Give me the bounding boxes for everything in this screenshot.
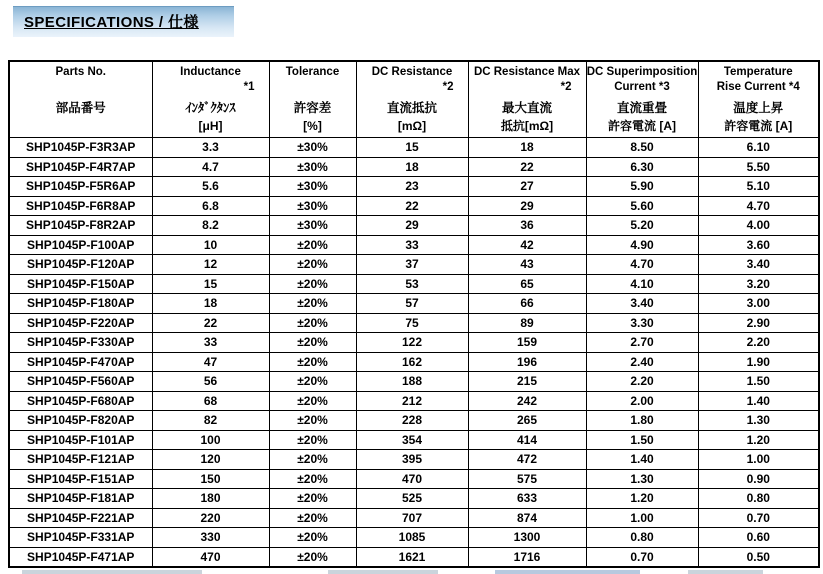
- table-row: [9, 157, 819, 177]
- table-row: [9, 138, 819, 158]
- cell-tolerance: ±30%: [269, 177, 356, 197]
- header-line: DC Resistance: [371, 66, 453, 78]
- header-line: [%]: [303, 119, 322, 133]
- table-row: [9, 489, 819, 509]
- cell-temperature-rise-current: 1.20: [698, 430, 819, 450]
- cell-temperature-rise-current: 0.50: [698, 547, 819, 567]
- cell-parts-no: SHP1045P-F560AP: [9, 372, 152, 392]
- cell-inductance: 180: [152, 489, 269, 509]
- cell-tolerance: ±30%: [269, 138, 356, 158]
- cell-tolerance: ±20%: [269, 489, 356, 509]
- cell-inductance: 3.3: [152, 138, 269, 158]
- cell-inductance: 22: [152, 313, 269, 333]
- cell-dc-superimposition-current: 4.10: [586, 274, 698, 294]
- clipped-text-fragment: [328, 570, 438, 574]
- cell-parts-no: SHP1045P-F6R8AP: [9, 196, 152, 216]
- cell-parts-no: SHP1045P-F3R3AP: [9, 138, 152, 158]
- cell-dc-resistance: 188: [356, 372, 468, 392]
- cell-temperature-rise-current: 5.10: [698, 177, 819, 197]
- cell-temperature-rise-current: 6.10: [698, 138, 819, 158]
- cell-inductance: 6.8: [152, 196, 269, 216]
- cell-dc-resistance-max: 89: [468, 313, 586, 333]
- cell-parts-no: SHP1045P-F220AP: [9, 313, 152, 333]
- cell-inductance: 56: [152, 372, 269, 392]
- cell-parts-no: SHP1045P-F151AP: [9, 469, 152, 489]
- cell-dc-superimposition-current: 5.90: [586, 177, 698, 197]
- header-line: Current *3: [614, 81, 670, 93]
- cell-temperature-rise-current: 2.90: [698, 313, 819, 333]
- header-line: 抵抗[mΩ]: [500, 119, 554, 133]
- cell-dc-resistance: 1621: [356, 547, 468, 567]
- cell-parts-no: SHP1045P-F820AP: [9, 411, 152, 431]
- table-row: [9, 196, 819, 216]
- cell-dc-superimposition-current: 4.70: [586, 255, 698, 275]
- cell-dc-resistance-max: 874: [468, 508, 586, 528]
- cell-temperature-rise-current: 3.20: [698, 274, 819, 294]
- cell-tolerance: ±20%: [269, 391, 356, 411]
- cell-inductance: 82: [152, 411, 269, 431]
- header-line: 直流抵抗: [386, 100, 437, 115]
- header-line: *2: [560, 81, 572, 93]
- header-line: 温度上昇: [733, 100, 784, 115]
- cell-tolerance: ±20%: [269, 547, 356, 567]
- cell-dc-resistance: 23: [356, 177, 468, 197]
- cell-parts-no: SHP1045P-F5R6AP: [9, 177, 152, 197]
- cell-dc-resistance-max: 414: [468, 430, 586, 450]
- cell-parts-no: SHP1045P-F471AP: [9, 547, 152, 567]
- cell-dc-resistance: 162: [356, 352, 468, 372]
- cell-dc-resistance-max: 66: [468, 294, 586, 314]
- cell-temperature-rise-current: 0.70: [698, 508, 819, 528]
- cell-temperature-rise-current: 2.20: [698, 333, 819, 353]
- cell-inductance: 10: [152, 235, 269, 255]
- table-row: [9, 391, 819, 411]
- cell-dc-superimposition-current: 6.30: [586, 157, 698, 177]
- cell-dc-resistance-max: 196: [468, 352, 586, 372]
- table-row: [9, 469, 819, 489]
- cell-dc-resistance: 57: [356, 294, 468, 314]
- table-row: [9, 313, 819, 333]
- col-header-dc-resistance-max: [468, 61, 586, 138]
- cell-dc-resistance-max: 242: [468, 391, 586, 411]
- header-line: Inductance: [180, 66, 241, 78]
- cell-dc-resistance: 75: [356, 313, 468, 333]
- col-header-temperature-rise-current: [698, 61, 819, 138]
- header-line: 許容電流 [A]: [608, 119, 676, 133]
- cell-tolerance: ±20%: [269, 235, 356, 255]
- cell-dc-resistance-max: 215: [468, 372, 586, 392]
- cell-dc-resistance-max: 27: [468, 177, 586, 197]
- header-line: 許容差: [293, 100, 332, 115]
- cell-parts-no: SHP1045P-F120AP: [9, 255, 152, 275]
- cell-dc-resistance-max: 42: [468, 235, 586, 255]
- col-header-dc-superimposition-current: [586, 61, 698, 138]
- cell-parts-no: SHP1045P-F150AP: [9, 274, 152, 294]
- cell-tolerance: ±20%: [269, 372, 356, 392]
- table-row: [9, 372, 819, 392]
- table-row: [9, 216, 819, 236]
- cell-inductance: 100: [152, 430, 269, 450]
- cell-dc-resistance: 53: [356, 274, 468, 294]
- cell-dc-superimposition-current: 5.60: [586, 196, 698, 216]
- cell-inductance: 5.6: [152, 177, 269, 197]
- cell-inductance: 8.2: [152, 216, 269, 236]
- cell-dc-superimposition-current: 1.20: [586, 489, 698, 509]
- table-body: [9, 138, 819, 568]
- cell-temperature-rise-current: 3.00: [698, 294, 819, 314]
- cell-temperature-rise-current: 3.60: [698, 235, 819, 255]
- cell-tolerance: ±20%: [269, 469, 356, 489]
- header-line: Parts No.: [55, 66, 106, 78]
- cell-dc-resistance-max: 159: [468, 333, 586, 353]
- cell-inductance: 4.7: [152, 157, 269, 177]
- cell-dc-resistance: 33: [356, 235, 468, 255]
- cell-dc-superimposition-current: 1.50: [586, 430, 698, 450]
- header-line: [10, 120, 152, 135]
- cell-dc-resistance: 37: [356, 255, 468, 275]
- cell-dc-resistance-max: 1300: [468, 528, 586, 548]
- cell-tolerance: ±20%: [269, 508, 356, 528]
- specifications-table: [8, 60, 820, 568]
- header-line: [10, 80, 152, 96]
- cell-dc-resistance: 18: [356, 157, 468, 177]
- table-row: [9, 255, 819, 275]
- cell-parts-no: SHP1045P-F121AP: [9, 450, 152, 470]
- cell-tolerance: ±30%: [269, 157, 356, 177]
- table-row: [9, 508, 819, 528]
- cell-dc-superimposition-current: 2.40: [586, 352, 698, 372]
- table-header-row: [9, 61, 819, 138]
- cell-dc-superimposition-current: 2.00: [586, 391, 698, 411]
- cell-tolerance: ±20%: [269, 528, 356, 548]
- cell-dc-resistance: 22: [356, 196, 468, 216]
- cell-dc-superimposition-current: 1.30: [586, 469, 698, 489]
- cell-dc-resistance-max: 1716: [468, 547, 586, 567]
- cell-tolerance: ±20%: [269, 255, 356, 275]
- table-row: [9, 235, 819, 255]
- cell-tolerance: ±20%: [269, 411, 356, 431]
- cell-temperature-rise-current: 0.60: [698, 528, 819, 548]
- cell-dc-resistance-max: 18: [468, 138, 586, 158]
- cell-parts-no: SHP1045P-F100AP: [9, 235, 152, 255]
- cell-inductance: 220: [152, 508, 269, 528]
- col-header-inductance: [152, 61, 269, 138]
- cell-tolerance: ±30%: [269, 196, 356, 216]
- cell-inductance: 15: [152, 274, 269, 294]
- header-line: ｲﾝﾀﾞｸﾀﾝｽ: [185, 100, 236, 115]
- cell-temperature-rise-current: 0.80: [698, 489, 819, 509]
- cell-dc-resistance: 707: [356, 508, 468, 528]
- table-row: [9, 177, 819, 197]
- cell-inductance: 120: [152, 450, 269, 470]
- cell-dc-resistance-max: 633: [468, 489, 586, 509]
- clipped-text-fragment: [22, 570, 202, 574]
- cell-dc-superimposition-current: 1.00: [586, 508, 698, 528]
- cell-inductance: 18: [152, 294, 269, 314]
- header-line: Tolerance: [285, 66, 340, 78]
- cell-dc-resistance-max: 65: [468, 274, 586, 294]
- cell-parts-no: SHP1045P-F181AP: [9, 489, 152, 509]
- table-row: [9, 333, 819, 353]
- cell-dc-resistance-max: 29: [468, 196, 586, 216]
- cell-dc-resistance: 525: [356, 489, 468, 509]
- cell-temperature-rise-current: 3.40: [698, 255, 819, 275]
- header-line: [μH]: [198, 119, 223, 133]
- section-title-bar: [13, 6, 234, 37]
- cell-dc-resistance: 470: [356, 469, 468, 489]
- cell-dc-resistance: 15: [356, 138, 468, 158]
- cell-tolerance: ±20%: [269, 450, 356, 470]
- cell-temperature-rise-current: 5.50: [698, 157, 819, 177]
- cell-dc-superimposition-current: 2.70: [586, 333, 698, 353]
- cell-inductance: 12: [152, 255, 269, 275]
- cell-tolerance: ±20%: [269, 274, 356, 294]
- table-row: [9, 352, 819, 372]
- header-line: [270, 80, 356, 96]
- header-line: Rise Current *4: [716, 81, 800, 93]
- cell-parts-no: SHP1045P-F8R2AP: [9, 216, 152, 236]
- cell-temperature-rise-current: 4.00: [698, 216, 819, 236]
- cell-parts-no: SHP1045P-F180AP: [9, 294, 152, 314]
- cell-temperature-rise-current: 1.00: [698, 450, 819, 470]
- header-line: 最大直流: [501, 100, 552, 115]
- cell-inductance: 47: [152, 352, 269, 372]
- cell-parts-no: SHP1045P-F330AP: [9, 333, 152, 353]
- cell-dc-superimposition-current: 5.20: [586, 216, 698, 236]
- cell-temperature-rise-current: 0.90: [698, 469, 819, 489]
- cell-parts-no: SHP1045P-F221AP: [9, 508, 152, 528]
- cell-tolerance: ±20%: [269, 333, 356, 353]
- table-row: [9, 450, 819, 470]
- cell-temperature-rise-current: 1.90: [698, 352, 819, 372]
- table-row: [9, 547, 819, 567]
- header-line: 許容電流 [A]: [724, 119, 793, 133]
- cell-parts-no: SHP1045P-F331AP: [9, 528, 152, 548]
- cell-dc-resistance-max: 575: [468, 469, 586, 489]
- cell-dc-resistance: 122: [356, 333, 468, 353]
- clipped-text-fragment: [688, 570, 763, 574]
- cell-dc-superimposition-current: 0.70: [586, 547, 698, 567]
- cell-dc-superimposition-current: 2.20: [586, 372, 698, 392]
- col-header-dc-resistance: [356, 61, 468, 138]
- cell-parts-no: SHP1045P-F680AP: [9, 391, 152, 411]
- cell-dc-resistance-max: 43: [468, 255, 586, 275]
- page-title: SPECIFICATIONS / 仕様: [24, 14, 199, 31]
- cell-dc-resistance-max: 265: [468, 411, 586, 431]
- cell-dc-resistance: 228: [356, 411, 468, 431]
- cell-inductance: 68: [152, 391, 269, 411]
- cell-tolerance: ±30%: [269, 216, 356, 236]
- header-line: *2: [442, 81, 454, 93]
- col-header-tolerance: [269, 61, 356, 138]
- cell-dc-resistance: 354: [356, 430, 468, 450]
- cell-dc-superimposition-current: 1.40: [586, 450, 698, 470]
- cell-dc-resistance: 395: [356, 450, 468, 470]
- cell-inductance: 470: [152, 547, 269, 567]
- table-row: [9, 430, 819, 450]
- cell-dc-resistance-max: 22: [468, 157, 586, 177]
- cell-temperature-rise-current: 1.30: [698, 411, 819, 431]
- header-line: 部品番号: [55, 100, 106, 115]
- table-row: [9, 294, 819, 314]
- cell-dc-superimposition-current: 4.90: [586, 235, 698, 255]
- cell-dc-resistance: 29: [356, 216, 468, 236]
- clipped-text-fragment: [495, 570, 640, 574]
- col-header-parts-no: [9, 61, 152, 138]
- cell-parts-no: SHP1045P-F4R7AP: [9, 157, 152, 177]
- cell-dc-resistance: 1085: [356, 528, 468, 548]
- cell-temperature-rise-current: 4.70: [698, 196, 819, 216]
- cell-dc-resistance-max: 36: [468, 216, 586, 236]
- cell-temperature-rise-current: 1.50: [698, 372, 819, 392]
- cell-inductance: 330: [152, 528, 269, 548]
- cell-tolerance: ±20%: [269, 313, 356, 333]
- cell-parts-no: SHP1045P-F101AP: [9, 430, 152, 450]
- header-line: 直流重畳: [616, 100, 667, 115]
- cell-inductance: 33: [152, 333, 269, 353]
- cell-dc-resistance: 212: [356, 391, 468, 411]
- cell-tolerance: ±20%: [269, 294, 356, 314]
- header-line: DC Resistance Max: [473, 66, 581, 78]
- cell-parts-no: SHP1045P-F470AP: [9, 352, 152, 372]
- cell-tolerance: ±20%: [269, 430, 356, 450]
- header-line: *1: [243, 81, 255, 93]
- table-row: [9, 528, 819, 548]
- header-line: Temperature: [723, 66, 793, 78]
- header-line: DC Superimposition: [586, 66, 698, 78]
- cell-inductance: 150: [152, 469, 269, 489]
- cell-dc-superimposition-current: 1.80: [586, 411, 698, 431]
- cell-dc-resistance-max: 472: [468, 450, 586, 470]
- cell-dc-superimposition-current: 3.30: [586, 313, 698, 333]
- cell-tolerance: ±20%: [269, 352, 356, 372]
- table-row: [9, 411, 819, 431]
- cell-dc-superimposition-current: 3.40: [586, 294, 698, 314]
- cell-dc-superimposition-current: 8.50: [586, 138, 698, 158]
- cell-dc-superimposition-current: 0.80: [586, 528, 698, 548]
- cell-temperature-rise-current: 1.40: [698, 391, 819, 411]
- header-line: [mΩ]: [397, 119, 427, 133]
- table-row: [9, 274, 819, 294]
